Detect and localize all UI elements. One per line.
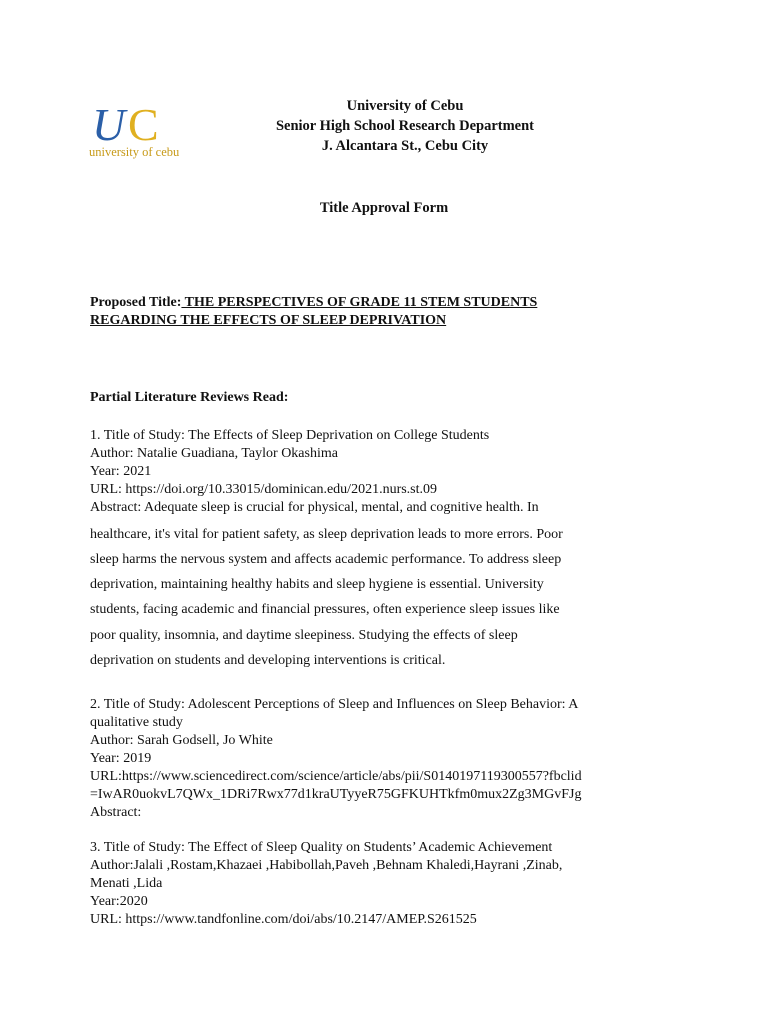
- study-1-abstract-line: students, facing academic and financial pressures, often experience sleep issues like: [90, 602, 560, 617]
- university-address: J. Alcantara St., Cebu City: [321, 138, 489, 154]
- study-1-abstract-line: poor quality, insomnia, and daytime sleepiness. Studying the effects of sleep: [90, 628, 518, 643]
- study-2-url[interactable]: URL:https://www.sciencedirect.com/science/article/abs/pii/S0140197119300557?fbclid: [90, 769, 582, 784]
- study-1-abstract-line: healthcare, it's vital for patient safety, as sleep deprivation leads to more errors. Poor: [90, 527, 563, 542]
- university-name: University of Cebu: [346, 98, 464, 114]
- study-2-title: qualitative study: [90, 715, 183, 730]
- university-logo: [88, 100, 200, 162]
- study-2-title: 2. Title of Study: Adolescent Perceptions of Sleep and Influences on Sleep Behavior: A: [90, 697, 579, 712]
- svg-text:C: C: [128, 100, 159, 150]
- study-2-url[interactable]: =IwAR0uokvL7QWx_1DRi7Rwx77d1kraUTyyeR75GFKUHTkfm0mux2Zg3MGvFJg: [90, 787, 582, 802]
- study-3-author: Author:Jalali ,Rostam,Khazaei ,Habibollah,Paveh ,Behnam Khaledi,Hayrani ,Zinab,: [90, 858, 563, 873]
- study-1-abstract-line: deprivation, maintaining healthy habits and sleep hygiene is essential. University: [90, 577, 544, 592]
- department-name: Senior High School Research Department: [275, 118, 535, 134]
- study-2-abstract: Abstract:: [90, 805, 142, 820]
- proposed-title: [90, 294, 570, 330]
- study-2-author: Author: Sarah Godsell, Jo White: [90, 733, 273, 748]
- study-1-abstract-line: deprivation on students and developing interventions is critical.: [90, 653, 446, 668]
- proposed-title-text: THE PERSPECTIVES OF GRADE 11 STEM STUDENTS REGARDING THE EFFECTS OF SLEEP DEPRIVATION: [90, 295, 538, 328]
- study-1-abstract-line: sleep harms the nervous system and affects academic performance. To address sleep: [90, 552, 562, 567]
- study-1-title: 1. Title of Study: The Effects of Sleep Deprivation on College Students: [90, 428, 490, 443]
- study-3-year: Year:2020: [90, 894, 148, 909]
- svg-text:U: U: [92, 100, 126, 150]
- study-1-year: Year: 2021: [90, 464, 152, 479]
- literature-heading: Partial Literature Reviews Read:: [90, 390, 289, 405]
- uc-logo-mark: [88, 100, 200, 162]
- study-1-author: Author: Natalie Guadiana, Taylor Okashima: [90, 446, 338, 461]
- form-title: Title Approval Form: [319, 200, 449, 216]
- study-1-url[interactable]: URL: https://doi.org/10.33015/dominican.edu/2021.nurs.st.09: [90, 482, 438, 497]
- study-3-title: 3. Title of Study: The Effect of Sleep Quality on Students’ Academic Achievement: [90, 840, 553, 855]
- study-3-url[interactable]: URL: https://www.tandfonline.com/doi/abs/10.2147/AMEP.S261525: [90, 912, 477, 927]
- proposed-title-label: Proposed Title:: [90, 295, 182, 310]
- study-2-year: Year: 2019: [90, 751, 152, 766]
- logo-caption: university of cebu: [89, 145, 180, 159]
- study-1-abstract-line: Abstract: Adequate sleep is crucial for physical, mental, and cognitive health. In: [90, 500, 539, 515]
- study-3-author: Menati ,Lida: [90, 876, 163, 891]
